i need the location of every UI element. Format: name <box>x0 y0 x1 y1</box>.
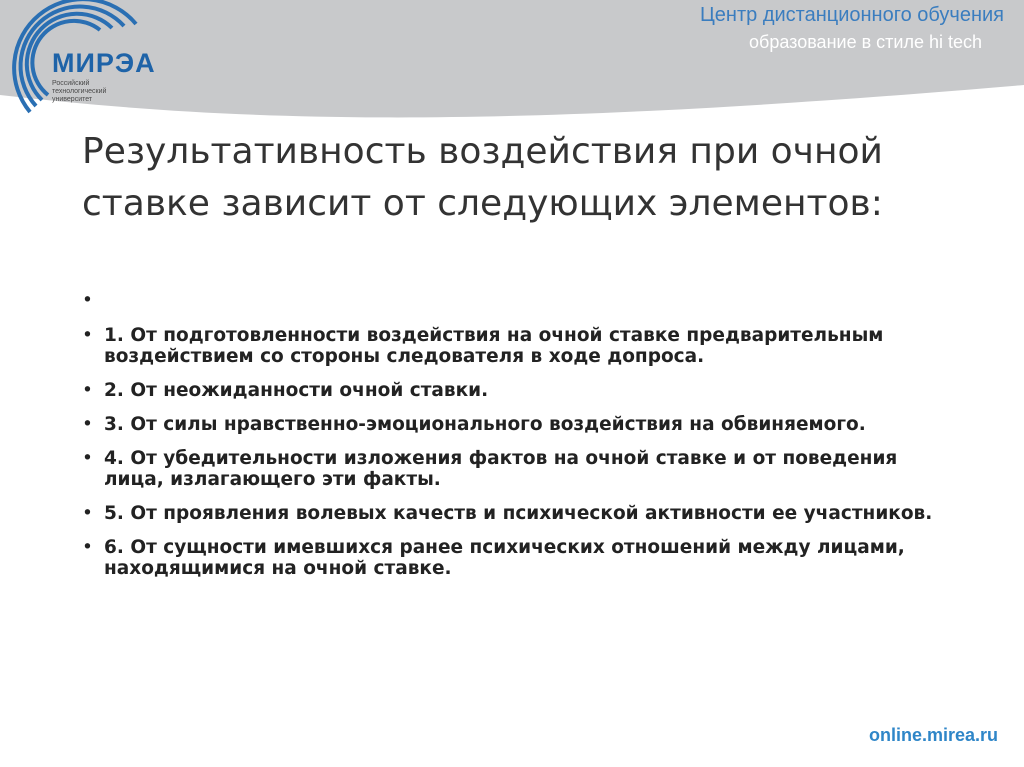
list-item-text: 6. От сущности имевшихся ранее психических отношений между лицами, находящимися на очной ставке. <box>104 537 905 579</box>
list-item <box>80 503 940 524</box>
logo-subtitle <box>52 80 132 104</box>
bullet-dot-icon: • <box>82 537 93 558</box>
logo-name: МИРЭА <box>52 48 156 78</box>
list-item <box>80 537 940 579</box>
list-item-text: 4. От убедительности изложения фактов на очной ставке и от поведения лица, излагающего эти факты. <box>104 448 898 490</box>
bullet-dot-icon: • <box>82 290 93 311</box>
logo-subtitle-line: технологический <box>52 88 107 95</box>
list-item-text: 1. От подготовленности воздействия на очной ставке предварительным воздействием со стороны следователя в ходе допроса. <box>104 325 884 367</box>
org-title: Центр дистанционного обучения <box>700 4 1004 26</box>
bullet-dot-icon: • <box>82 503 93 524</box>
list-item-text: 2. От неожиданности очной ставки. <box>104 380 489 401</box>
footer-site-link[interactable]: online.mirea.ru <box>868 725 998 745</box>
list-item <box>80 448 940 490</box>
bullet-dot-icon: • <box>82 414 93 435</box>
logo-subtitle-line: Российский <box>52 80 90 87</box>
list-item-text: 5. От проявления волевых качеств и психической активности ее участников. <box>104 503 933 524</box>
slide-title: Результативность воздействия при очной ставке зависит от следующих элементов: <box>82 131 883 224</box>
list-item <box>80 414 940 435</box>
list-item <box>80 325 940 367</box>
list-item-text: 3. От силы нравственно-эмоционального воздействия на обвиняемого. <box>104 414 866 435</box>
mirea-logo <box>0 0 170 115</box>
list-item <box>80 290 940 311</box>
bullet-dot-icon: • <box>82 448 93 469</box>
bullet-list <box>80 290 940 592</box>
list-item <box>80 380 940 401</box>
logo-subtitle-line: университет <box>52 96 93 103</box>
org-tagline: образование в стиле hi tech <box>749 32 982 52</box>
bullet-dot-icon: • <box>82 380 93 401</box>
bullet-dot-icon: • <box>82 325 93 346</box>
